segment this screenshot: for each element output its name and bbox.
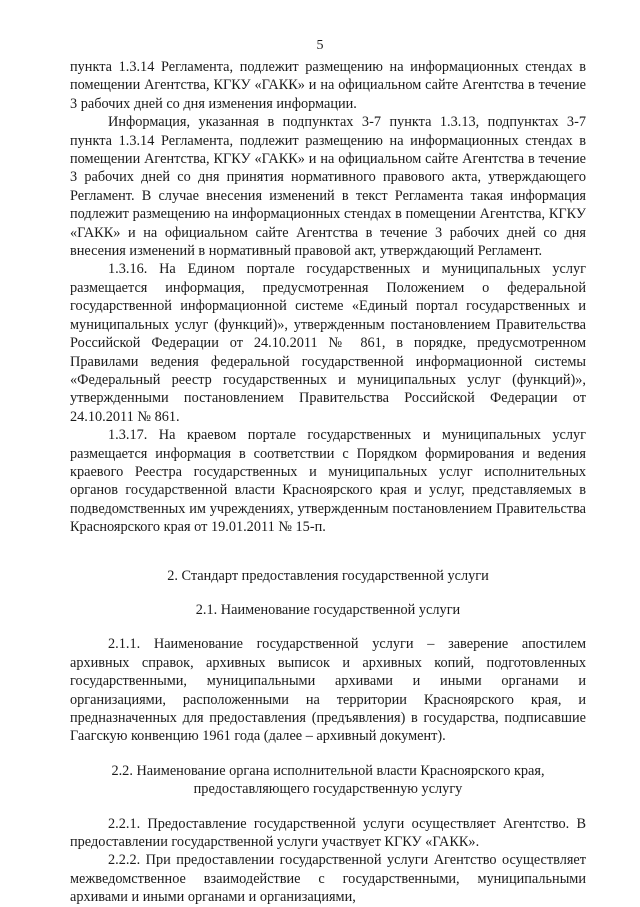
document-body [70, 58, 586, 907]
section-2-heading: 2. Стандарт предоставления государственной услуги [167, 567, 489, 584]
paragraph-continuation: пункта 1.3.14 Регламента, подлежит размещению на информационных стендах в помещении Агентства, КГКУ «ГАКК» и на официальном сайте Агентства в течение 3 рабочих дней со дня изменения информации. [70, 59, 586, 112]
paragraph-1-3-17: 1.3.17. На краевом портале государственных и муниципальных услуг размещается информация в соответствии с Порядком формирования и ведения краевого Реестра государственных и муниципальных услуг исполнительных органов государственной власти Красноярского края и услуг, представляемых в подведомственных им учреждениях, утвержденным постановлением Правительства Красноярского края от 19.01.2011 № 15-п. [70, 427, 586, 536]
subsection-2-2-heading-line1: 2.2. Наименование органа исполнительной власти Красноярского края, [111, 762, 545, 779]
paragraph-2-2-2: 2.2.2. При предоставлении государственной услуги Агентство осуществляет межведомственное взаимодействие с государственными, муниципальными архивами и иными органами и организациями, [70, 852, 586, 906]
subsection-2-1-heading: 2.1. Наименование государственной услуги [195, 601, 461, 618]
paragraph-1-3-16: 1.3.16. На Едином портале государственных и муниципальных услуг размещается информация, предусмотренная Положением о федеральной государственной информационной системе «Единый портал государственных и муниципальных услуг (функций)», утвержденным постановлением Правительства Российской Федерации от 24.10.2011 № 861, в порядке, предусмотренном Правилами ведения федеральной государственной информационной системы «Федеральный реестр государственных и муниципальных услуг (функций)», утвержденными постановлением Правительства Российской Федерации от 24.10.2011 № 861. [70, 261, 586, 425]
paragraph-2-1-1: 2.1.1. Наименование государственной услуги – заверение апостилем архивных справок, архивных выписок и архивных копий, подготовленных государственными, муниципальными архивами и иными органами и организациями, расположенными на территории Красноярского края, и предназначенных для предоставления (предъявления) в государства, подписавшие Гаагскую конвенцию 1961 года (далее – архивный документ). [70, 636, 586, 745]
page-number: 5 [316, 38, 324, 53]
subsection-2-2-heading-line2: предоставляющего государственную услугу [193, 781, 463, 798]
paragraph-info-placement: Информация, указанная в подпунктах 3-7 пункта 1.3.13, подпунктах 3-7 пункта 1.3.14 Регламента, подлежит размещению на информационных стендах в помещении Агентства, КГКУ «ГАКК» и на официальном сайте Агентства в течение 3 рабочих дней со дня принятия нормативного правового акта, утверждающего Регламент. В случае внесения изменений в текст Регламента такая информация подлежит размещению на информационных стендах в помещении Агентства, КГКУ «ГАКК» и на официальном сайте Агентства в течение 3 рабочих дней со дня внесения изменений в нормативный правовой акт, утверждающий Регламент. [70, 114, 586, 260]
paragraph-2-2-1: 2.2.1. Предоставление государственной услуги осуществляет Агентство. В предоставлении государственной услуги участвует КГКУ «ГАКК». [70, 815, 586, 851]
